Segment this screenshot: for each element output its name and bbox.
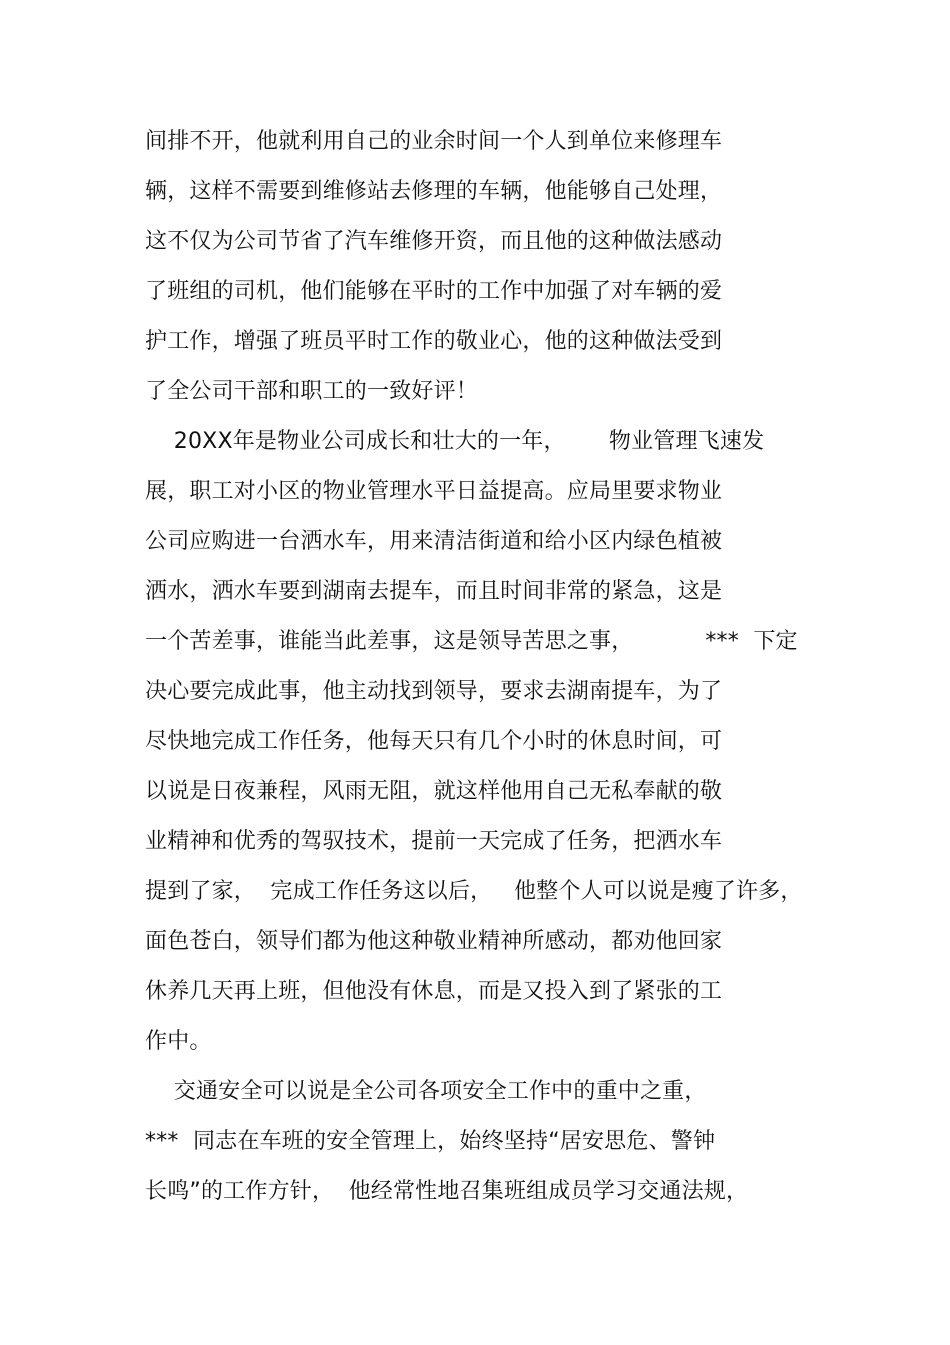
text-line-10: 洒水，洒水车要到湖南去提车，而且时间非常的紧急，这是 [145,579,723,604]
text-line-16: 提到了家， 完成工作任务这以后， 他整个人可以说是瘦了许多， [145,879,803,904]
text-line-11: 一个苦差事，谁能当此差事，这是领导苦思之事， *** 下定 [145,629,798,654]
text-line-3: 这不仅为公司节省了汽车维修开资，而且他的这种做法感动 [145,229,723,254]
text-line-21: *** 同志在车班的安全管理上，始终坚持“居安思危、警钟 [145,1129,716,1154]
text-line-5: 护工作，增强了班员平时工作的敬业心，他的这种做法受到 [145,329,723,354]
text-line-13: 尽快地完成工作任务，他每天只有几个小时的休息时间，可 [145,729,723,754]
text-line-14: 以说是日夜兼程，风雨无阻，就这样他用自己无私奉献的敬 [145,779,723,804]
text-line-18: 休养几天再上班，但他没有休息，而是又投入到了紧张的工 [145,979,723,1004]
text-line-20: 交通安全可以说是全公司各项安全工作中的重中之重， [145,1079,707,1104]
text-line-1: 间排不开，他就利用自己的业余时间一个人到单位来修理车 [145,129,723,154]
text-line-9: 公司应购进一台洒水车，用来清洁街道和给小区内绿色植被 [145,529,723,554]
text-line-17: 面色苍白，领导们都为他这种敬业精神所感动，都劝他回家 [145,929,723,954]
text-line-7: 20XX年是物业公司成长和壮大的一年， 物业管理飞速发 [145,429,765,454]
text-line-8: 展，职工对小区的物业管理水平日益提高。应局里要求物业 [145,479,723,504]
text-line-22: 长鸣”的工作方针， 他经常性地召集班组成员学习交通法规， [145,1179,749,1204]
text-line-19: 作中。 [145,1029,212,1054]
text-line-6: 了全公司干部和职工的一致好评！ [145,379,479,404]
text-line-12: 决心要完成此事，他主动找到领导，要求去湖南提车，为了 [145,679,723,704]
text-line-15: 业精神和优秀的驾驭技术，提前一天完成了任务，把洒水车 [145,829,723,854]
text-line-4: 了班组的司机，他们能够在平时的工作中加强了对车辆的爱 [145,279,723,304]
text-line-2: 辆，这样不需要到维修站去修理的车辆，他能够自己处理， [145,179,723,204]
